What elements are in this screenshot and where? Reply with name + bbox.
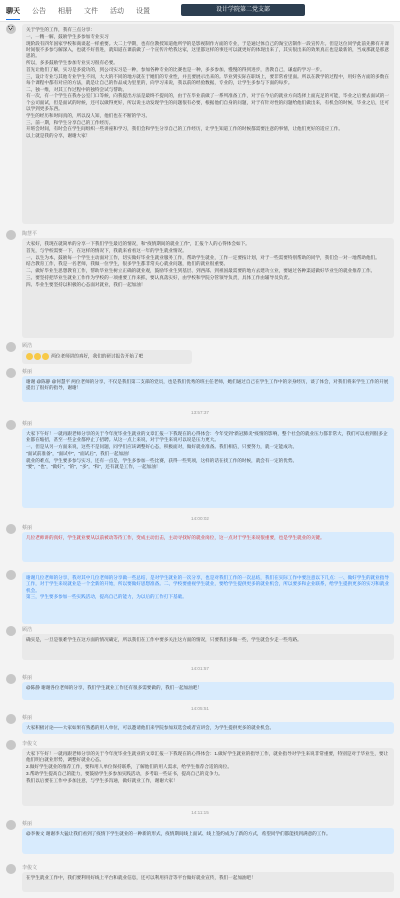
message-text: 所以，多多鼓励学生参加专业实习很有必要。: [26, 59, 118, 65]
sender-name: 蔡丽: [22, 715, 33, 721]
message-text: 一、但是从另一方面来说，这些不是问题，同学们应该调整好心态，积极面对，做好就业准备。我们相信，只要努力，就一定能成功。: [26, 444, 298, 450]
message-text: 确实是，一旦是很难学生在这方面的情况确定，所以我们在工作中要多关注这方面的情况，只要我们多做一些，学生就会少走一些弯路。: [26, 637, 302, 642]
message-text: 有一次，有一个学生在我办公室门口等候，向我提出方法是最终不提问的，由于在毕业前做了一系列准备工作，对于在今后的就业方向选择上面充足的可能，毕业之后要去面试的一个公司面试，但是面试的时候，还可以做得更好，所以说主动发现学生的问题很有必要，根据他们自身的问题，对于有针对性的问题给他们做出来，有机会的时候，毕业之后，还可以学到更多东西。: [26, 93, 389, 112]
message-text: 大家好，我现在就简单的分享一下我们学生最近的情况，和"疫情期间的就业工作"，汇报个人的心得体会如下。: [26, 241, 250, 246]
message-text: "面试前准备"，"面试中"，"面试后"，我们一起加油！: [26, 450, 133, 456]
smile-emoji-icon: [26, 353, 33, 360]
sender-name: 蔡丽: [22, 525, 33, 531]
avatar[interactable]: [6, 342, 16, 352]
tab-announcement[interactable]: 公告: [32, 8, 46, 15]
message-text: 2.做好学生就业的推荐工作，要和用人单位保持联系，了解他们的用人需求，给学生推荐合适的岗位。: [26, 764, 232, 770]
timestamp: 14:00:02: [191, 516, 209, 521]
message-bubble: [22, 532, 394, 562]
message-bubble: [22, 428, 394, 508]
avatar[interactable]: [6, 368, 16, 378]
message-text: 开班会时间，有时会在学生间组织一些讲座和学习，我们会和学生分享自己的工作经历，让学生知道工作的时候都需要注意的事情，让他们更好的适应工作。: [26, 126, 343, 132]
sender-name: 蔡丽: [22, 421, 33, 427]
tab-activity[interactable]: 活动: [110, 8, 124, 15]
message-bubble: [22, 572, 394, 624]
avatar[interactable]: [6, 674, 16, 684]
message-bubble: [22, 24, 394, 224]
message-text: 谢谢 @陈静 @何慧平 两位老师的分享，不仅是我们第二支部的党员，也是我们优秀的班主任老师，她们通过自己在学生工作中的亲身经历，谈了体会，对我们将来学生工作的开展提出了很好的指导，谢谢！: [26, 379, 389, 391]
avatar[interactable]: [6, 714, 16, 724]
message-text: 几位老师讲的真好，学生就业要从以前被动等待工作，变成主动出击，主动寻找好的就业岗位，这一点对于学生来说很重要，也是学生就业的关键。: [26, 535, 325, 540]
message-text: 现阶段有四年国家学校和商谈起一样重要。大二上学期，也有位教授知道他所学的是影视制作方面的专业，于是通过体自己的淘宝店制作一段宣传片。但是这位同学此前先佛有开课时间很不多参与解深入，也就不好普进，就知道在课前做了一个宣传片给我这家，这里都这样的事还可以就更好的体现出来了，其实很出来的效果真正也是最新的，当成那就是那意思的。: [26, 40, 389, 59]
sender-name: 顾浩: [22, 627, 33, 633]
group-title: 设计学院第二党支部: [181, 4, 305, 16]
message-text: @李俊文 谢谢李大猛让我们看到了疫情下学生就业的一种新的形式，疫情期间线上面试、线上签约成为了新的方式，希望同学们都能找到满意的工作。: [26, 831, 331, 836]
message-text: 一、以生为本，鼓励每一个学生主动面对工作，切实做好毕业生就业服务工作，帮助学生就业，工作一定要按计划，对于一些需要特别帮助的同学，我们会一对一地帮助他们。: [26, 254, 380, 260]
message-bubble: [22, 872, 394, 892]
message-text: 大家下午好！一就再跟老师分享的关于今年度毕业生就业的文章汇报一下我现在的心得体会：1.做好学生就业的指导工作，就业指导对学生来说非常重要，特别是对于毕业生，要让他们明白就业形势，调整好就业心态。: [26, 751, 389, 763]
message-text: 二、独一维，对其工作过程中的独特尝试与帮助。: [26, 86, 128, 92]
message-text: 以上就是我的分享，谢谢大家！: [26, 133, 91, 139]
sender-name: 蔡丽: [22, 369, 33, 375]
top-bar: [0, 0, 400, 22]
message-bubble: [22, 238, 394, 338]
message-text: 一、一精一解，鼓励学生多参加专业实习: [26, 33, 109, 39]
smile-emoji-icon: [34, 353, 41, 360]
message-text: 学生的经历和时间真的，所以没人知，他们也在不断的学习。: [26, 112, 151, 118]
message-text: 首先让他们了解，实习是多爱功的，到公司实习是一种，参加各种专业的比赛也是一种，多多参加，慢慢的得到进步，善教自己，谦虚的学习一步。: [26, 66, 325, 72]
message-text: "要"，"也"，"做好"，"的"，"多"，"和"，还有就是工作，一起加油！: [26, 464, 161, 470]
message-text: 就业的难点，学生要多参与实习，还有一点是，学生多参加一些比赛，获得一些奖项，这样的话在找工作的时候，就会有一定的优势。: [26, 457, 298, 463]
message-text: 三、前一期，和学生分享自己的工作经历。: [26, 119, 114, 125]
message-text: 两位老师讲的真好，我们的研讨报告开始了吧: [51, 353, 144, 359]
message-bubble: [22, 828, 394, 854]
tab-nav: [6, 6, 150, 20]
message-text: 四、毕业生要坚持以积极的心态面对就业，我们一起加油！: [26, 281, 146, 287]
message-bubble: [22, 748, 394, 806]
message-text: 大家下午好！一就再跟老师分享的关于今年度毕业生就业的文章汇报一下我现在的心得体会：今年受到"新冠肺炎"疫情的影响，整个社会的就业压力都非常大，我们可以看到很多企业都在缩招，甚至一些企业都停止了招聘。从这一点上来说，对于学生来说可以说是压力更大。: [26, 431, 388, 443]
sender-name: 陶慧平: [22, 231, 38, 237]
avatar[interactable]: 🐼: [7, 26, 15, 32]
avatar[interactable]: [6, 864, 16, 874]
tab-settings[interactable]: 设置: [136, 8, 150, 15]
message-text: 首先，与学校需要一下，在这样的情况下，我就来看看这一年的学生就业情况。: [26, 247, 187, 253]
sender-name: 顾浩: [22, 343, 33, 349]
sender-name: 李俊文: [22, 865, 38, 871]
timestamp: 13:57:37: [191, 410, 209, 415]
chat-area[interactable]: [0, 22, 400, 898]
timestamp: 14:05:51: [191, 706, 209, 711]
message-text: 三、要坚持把毕业生就业工作作为学校的一项重要工作来抓，要认真落实好，由学校和学院分管领导负责，具体工作由辅导员负责。: [26, 274, 293, 280]
message-bubble: [22, 350, 192, 364]
message-text: 三，设计专业与其他专业学生不同，大大的不同的地方就在于她们的专业性，并且要展示出来的。毕业到实际在职场上，要非常看里面。所以在教学的过程中，用好各方面的多数在每个课程中都有对应的方法，就是让自己的作品成为里里的，向学习来说，我以前的经验数据，专业的，让学生多参与下面的每步。: [26, 73, 389, 85]
sender-name: 李俊文: [22, 741, 38, 747]
message-text: 谢谢几位老师的分享，我对其中几位老师的分享做一些总结，是对学生就业的一次分享，也是对我们工作的一次总结，我们在实际工作中要注意以下几点：一、做好学生的就业指导工作，对于学生来说就业是一个全新的开始，所以要做好思想准备。二、学校要重视学生就业，要给学生提供更多的就业机会，所以要多和企业联系，给学生提供更多的实习和就业机会。: [26, 575, 389, 593]
smile-emoji-icon: [42, 353, 49, 360]
message-text: 第三，学生要多参加一些实践活动，提高自己的能力，为以后的工作打下基础。: [26, 594, 187, 600]
timestamp: 14:11:15: [191, 810, 209, 815]
sender-name: 蔡丽: [22, 821, 33, 827]
tab-album[interactable]: 相册: [58, 8, 72, 15]
message-text: 我们以后要在工作中多加注意，与学生多沟通，做好就业工作，谢谢大家！: [26, 777, 178, 783]
message-text: 3.帮助学生提高自己的能力，要鼓励学生多参加实践活动，多考取一些证书，提高自己的竞争力。: [26, 770, 223, 776]
message-bubble: [22, 376, 394, 402]
tab-files[interactable]: 文件: [84, 8, 98, 15]
avatar[interactable]: [6, 740, 16, 750]
avatar[interactable]: [6, 524, 16, 534]
avatar[interactable]: [6, 420, 16, 430]
message-text: 关于学生的工作，我有三点分享：: [26, 27, 95, 32]
message-text: 结合教育工作，我是一名老师，我做一位学生，很多学生都非常关心就业问题，他们的就业很重要。: [26, 261, 229, 267]
timestamp: 14:01:57: [191, 666, 209, 671]
message-text: 大家积极讨论——大家如果有熟悉的用人单位，可以邀请他们来学院参加双选会或者宣讲会，为学生提供更多的就业机会。: [26, 725, 275, 730]
avatar[interactable]: [6, 570, 16, 580]
message-bubble: [22, 722, 394, 734]
message-bubble: [22, 634, 394, 660]
avatar[interactable]: [6, 230, 16, 240]
message-bubble: [22, 682, 394, 700]
message-text: 二、做好毕业生思想教育工作，帮助毕业生树立正确的就业观，鼓励毕业生到基层、到西部、到祖国最需要的地方去建功立业，要通过各种渠道做好毕业生的就业推荐工作。: [26, 268, 376, 274]
message-text: 在学生就业工作中，我们要利用好线上平台和就业信息，还可以利用抖音等平台做好就业宣传，我们一起加油吧！: [26, 875, 256, 880]
avatar[interactable]: [6, 820, 16, 830]
message-text: @陈静 谢谢各位老师的分享，我们学生就业工作还有很多需要做的，我们一起加油吧！: [26, 685, 202, 690]
avatar[interactable]: [6, 626, 16, 636]
tab-chat[interactable]: 聊天: [6, 6, 20, 20]
sender-name: 蔡丽: [22, 675, 33, 681]
